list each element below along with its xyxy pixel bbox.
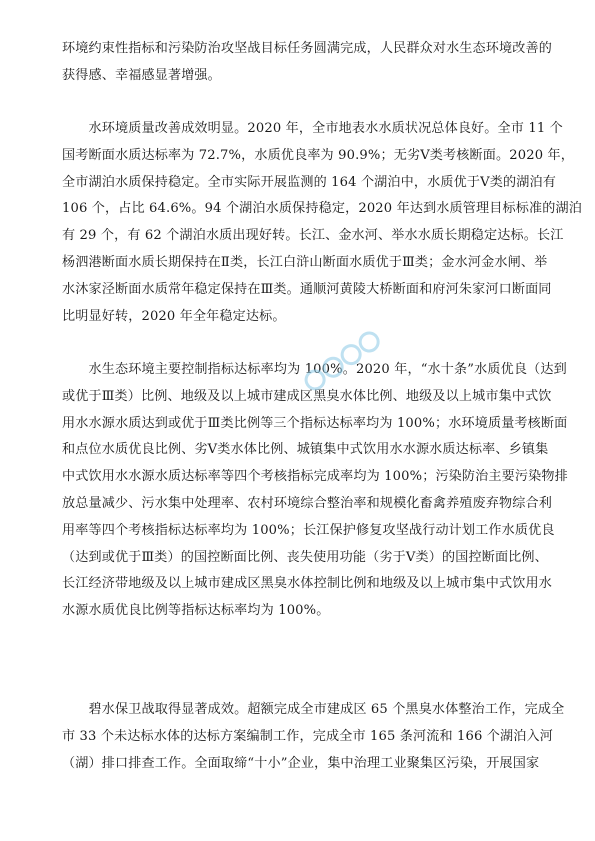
text-line: 水源水质优良比例等指标达标率均为 100%。 xyxy=(62,603,330,619)
text-line: 市 33 个未达标水体的达标方案编制工作，完成全市 165 条河流和 166 个湖泊入河 xyxy=(62,728,554,744)
text-line: 放总量减少、污水集中处理率、农村环境综合整治率和规模化畜禽养殖废弃物综合利 xyxy=(62,495,553,511)
text-line: 或优于Ⅲ类）比例、地级及以上城市建成区黑臭水体比例、地级及以上城市集中式饮 xyxy=(62,388,552,404)
paragraph-continuation xyxy=(62,36,562,90)
paragraph-water-quality xyxy=(62,116,582,330)
text-line: 水沐家泾断面水质常年稳定保持在Ⅲ类。通顺河黄陵大桥断面和府河朱家河口断面同 xyxy=(62,281,552,297)
text-line: 国考断面水质达标率为 72.7%，水质优良率为 90.9%；无劣Ⅴ类考核断面。2020 年， xyxy=(62,147,574,163)
text-line: 长江经济带地级及以上城市建成区黑臭水体控制比例和地级及以上城市集中式饮用水 xyxy=(62,576,553,592)
text-line: 和点位水质优良比例、劣Ⅴ类水体比例、城镇集中式饮用水水源水质达标率、乡镇集 xyxy=(62,442,549,458)
text-line: 杨泗港断面水质长期保持在Ⅱ类，长江白浒山断面水质优于Ⅲ类；金水河金水闸、举 xyxy=(62,254,548,270)
text-line: （达到或优于Ⅲ类）的国控断面比例、丧失使用功能（劣于Ⅴ类）的国控断面比例、 xyxy=(62,549,548,565)
text-line: （湖）排口排查工作。全面取缔“十小”企业，集中治理工业聚集区污染，开展国家 xyxy=(62,755,540,771)
text-line: 中式饮用水水源水质达标率等四个考核指标完成率均为 100%；污染防治主要污染物排 xyxy=(62,469,568,485)
paragraph-clear-water-campaign xyxy=(62,697,565,777)
text-line: 用率等四个考核指标达标率均为 100%；长江保护修复攻坚战行动计划工作水质优良 xyxy=(62,522,555,538)
text-line: 水环境质量改善成效明显。2020 年，全市地表水水质状况总体良好。全市 11 个 xyxy=(62,121,563,136)
text-line: 碧水保卫战取得显著成效。超额完成全市建成区 65 个黑臭水体整治工作，完成全 xyxy=(62,702,565,717)
text-line: 用水水源水质达到或优于Ⅲ类比例等三个指标达标率均为 100%；水环境质量考核断面 xyxy=(62,415,568,431)
text-line: 全市湖泊水质保持稳定。全市实际开展监测的 164 个湖泊中，水质优于Ⅴ类的湖泊有 xyxy=(62,174,556,190)
text-line: 水生态环境主要控制指标达标率均为 100%。2020 年，“水十条”水质优良（达到 xyxy=(62,362,567,377)
text-line: 比明显好转，2020 年全年稳定达标。 xyxy=(62,308,286,324)
text-line: 获得感、幸福感显著增强。 xyxy=(62,67,221,83)
paragraph-indicators xyxy=(62,357,568,625)
text-line: 有 29 个，有 62 个湖泊水质出现好转。长江、金水河、举水水质长期稳定达标。长江 xyxy=(62,228,564,244)
text-line: 环境约束性指标和污染防治攻坚战目标任务圆满完成，人民群众对水生态环境改善的 xyxy=(62,41,553,56)
text-line: 106 个，占比 64.6%。94 个湖泊水质保持稳定，2020 年达到水质管理目标标准的湖泊 xyxy=(62,201,582,217)
